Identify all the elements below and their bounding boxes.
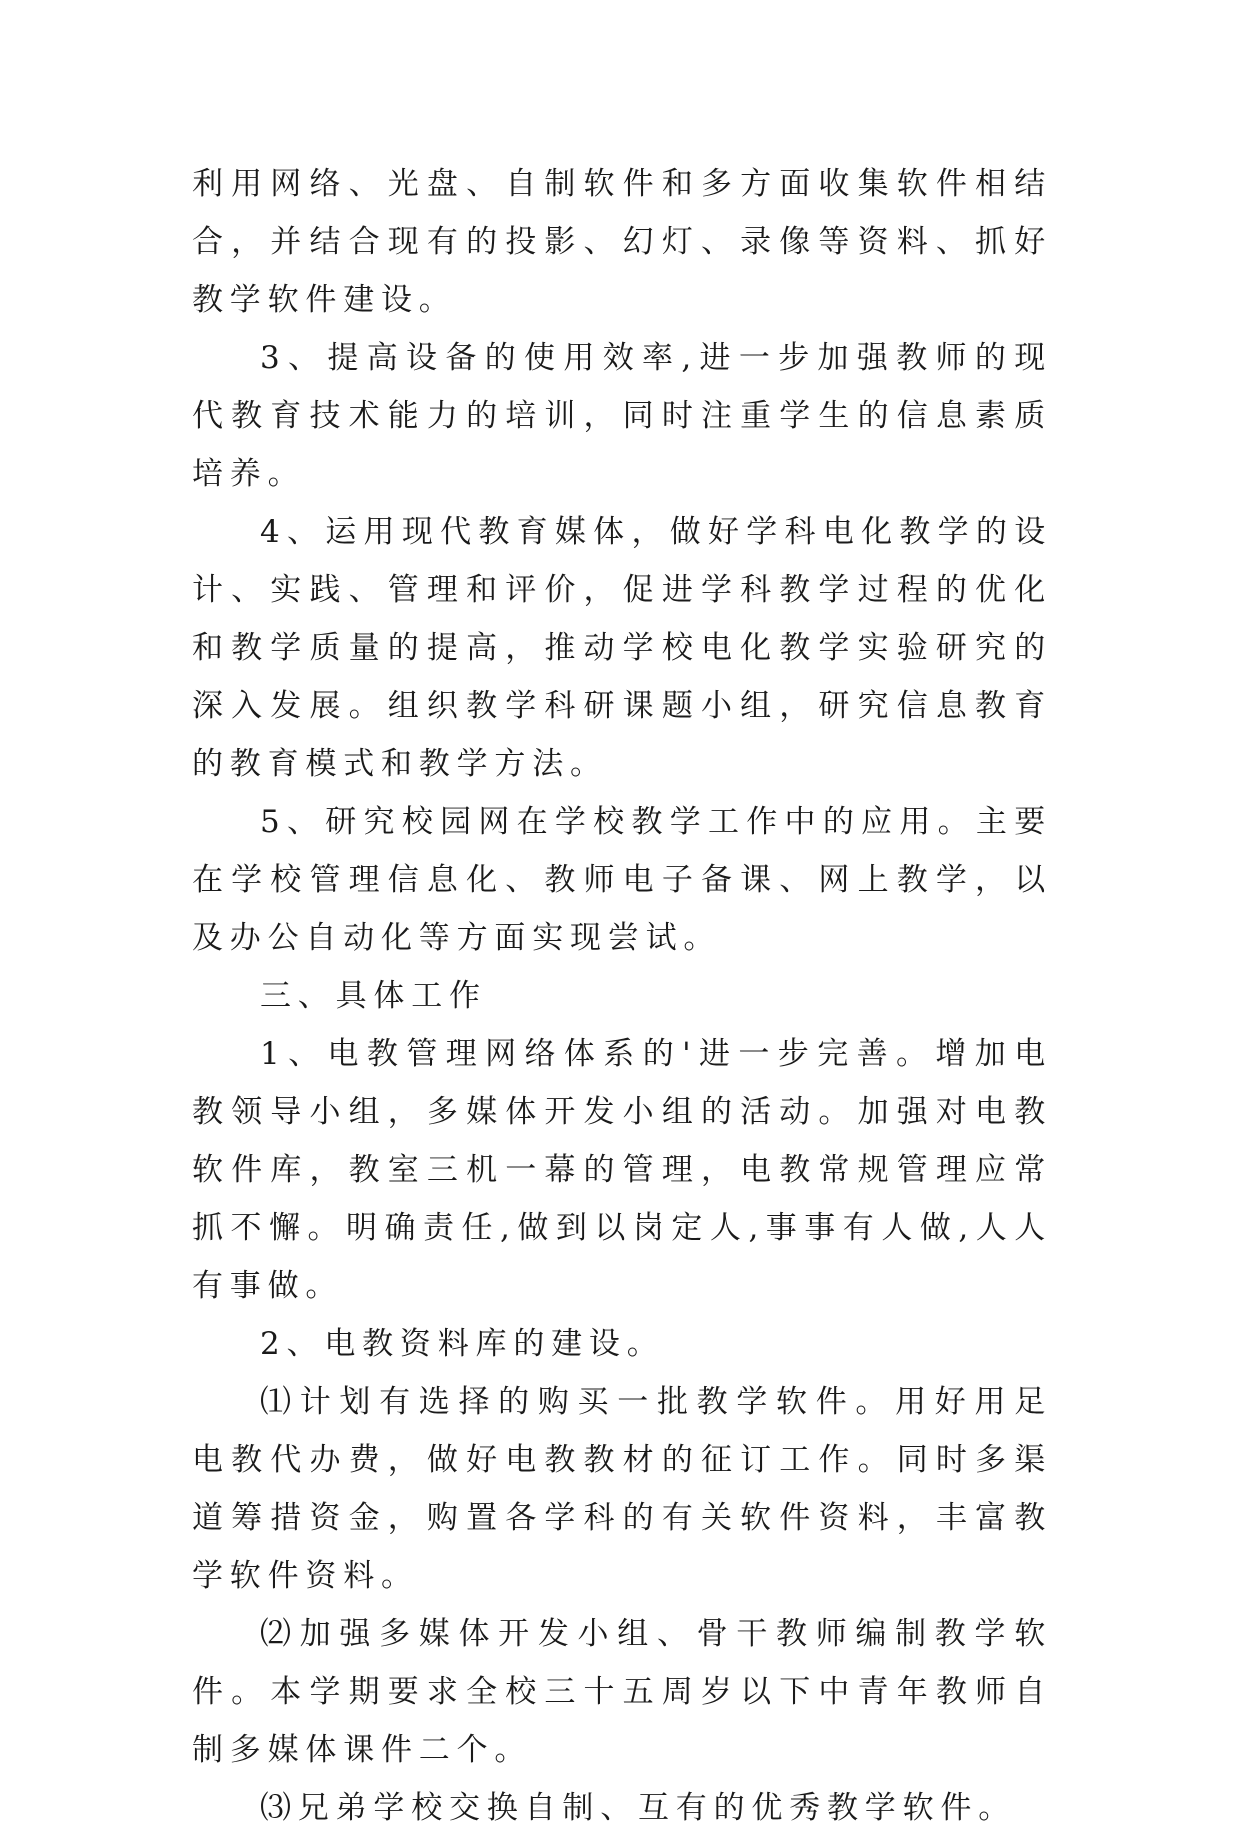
- paragraph-item-3: 3、提高设备的使用效率,进一步加强教师的现代教育技术能力的培训，同时注重学生的信息素质培养。: [192, 340, 1052, 492]
- paragraph-subitem-3: ⑶兄弟学校交换自制、互有的优秀教学软件。: [260, 1790, 1016, 1826]
- paragraph-continued: 利用网络、光盘、自制软件和多方面收集软件相结合，并结合现有的投影、幻灯、录像等资料、抓好教学软件建设。: [192, 166, 1052, 318]
- paragraph-subitem-1: ⑴计划有选择的购买一批教学软件。用好用足电教代办费，做好电教教材的征订工作。同时多渠道筹措资金，购置各学科的有关软件资料，丰富教学软件资料。: [192, 1384, 1052, 1594]
- paragraph-subitem-2: ⑵加强多媒体开发小组、骨干教师编制教学软件。本学期要求全校三十五周岁以下中青年教师自制多媒体课件二个。: [192, 1616, 1052, 1768]
- section-heading: 三、具体工作: [260, 978, 487, 1014]
- paragraph-item-4: 4、运用现代教育媒体，做好学科电化教学的设计、实践、管理和评价，促进学科教学过程的优化和教学质量的提高，推动学校电化教学实验研究的深入发展。组织教学科研课题小组，研究信息教育的教育模式和教学方法。: [192, 514, 1052, 782]
- document-body: [192, 155, 1052, 1837]
- paragraph-work-2: 2、电教资料库的建设。: [260, 1326, 665, 1362]
- paragraph-item-5: 5、研究校园网在学校教学工作中的应用。主要在学校管理信息化、教师电子备课、网上教学，以及办公自动化等方面实现尝试。: [192, 804, 1052, 956]
- paragraph-work-1: 1、电教管理网络体系的'进一步完善。增加电教领导小组，多媒体开发小组的活动。加强对电教软件库，教室三机一幕的管理，电教常规管理应常抓不懈。明确责任,做到以岗定人,事事有人做,人人有事做。: [192, 1036, 1052, 1304]
